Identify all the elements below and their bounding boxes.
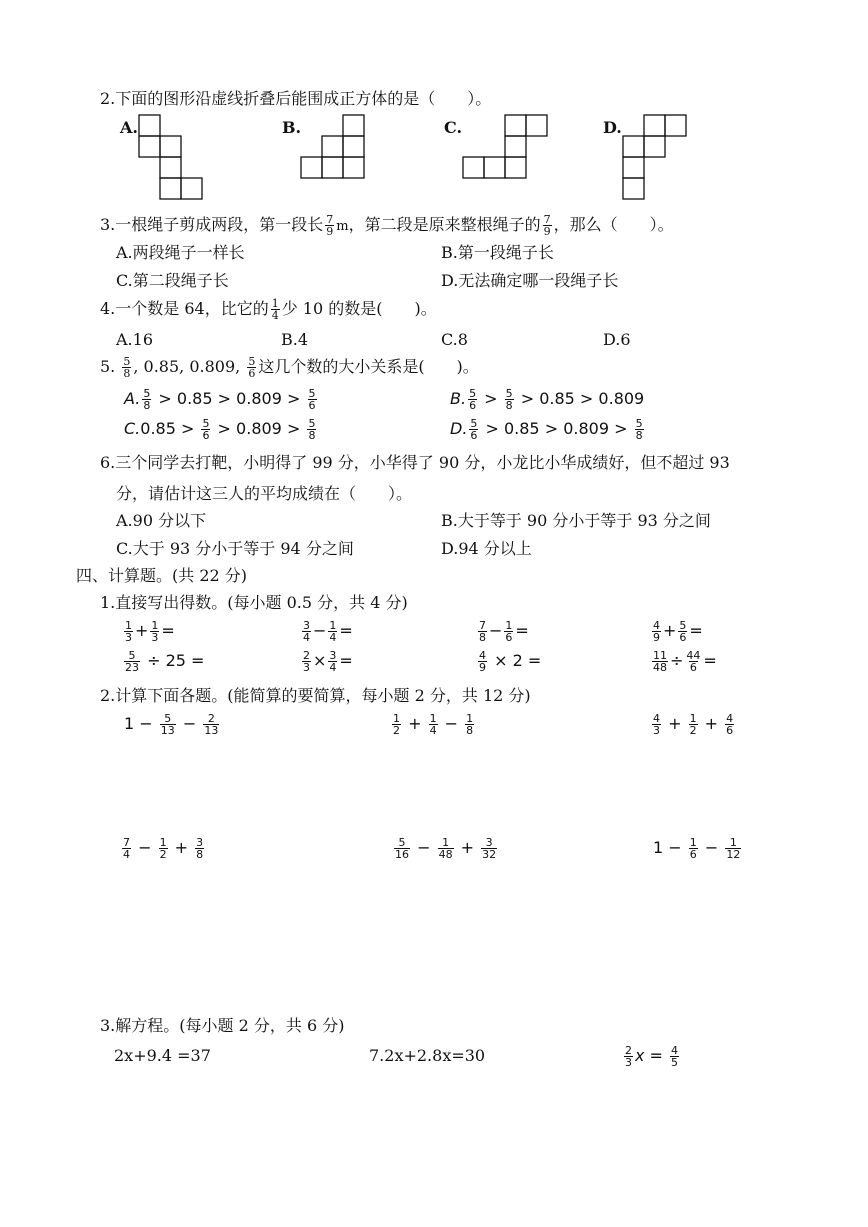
oral-item[interactable]: $\frac{2}{3}$ × $\frac{3}{4}$ =	[303, 649, 353, 674]
q6-option-b[interactable]: B.大于等于 90 分小于等于 93 分之间	[441, 511, 711, 530]
oral-item[interactable]: $\frac{11}{48}$ ÷ $\frac{44}{6}$ =	[653, 649, 717, 674]
part3-title: 3.解方程。(每小题 2 分，共 6 分)	[100, 1016, 345, 1035]
part2-title: 2.计算下面各题。(能简算的要简算，每小题 2 分，共 12 分)	[100, 686, 531, 705]
q4-option-d[interactable]: D.6	[603, 330, 631, 349]
q3-option-a[interactable]: A.两段绳子一样长	[116, 243, 245, 262]
option-a-label: A.	[120, 118, 138, 137]
fraction: $\frac{7}{9}$	[326, 213, 334, 238]
equation-1[interactable]: 2x+9.4 =37	[114, 1046, 211, 1065]
q6-option-a[interactable]: A.90 分以下	[116, 511, 207, 530]
option-c-label: C.	[444, 118, 463, 137]
fraction: $\frac{7}{9}$	[543, 213, 551, 238]
oral-item[interactable]: $\frac{5}{23}$ ÷ 25 =	[125, 649, 205, 674]
q4-option-a[interactable]: A.16	[116, 330, 153, 349]
q4-stem: 4.一个数是 64，比它的 $\frac{1}{4}$ 少 10 的数是( )。	[100, 297, 437, 322]
q6-option-c[interactable]: C.大于 93 分小于等于 94 分之间	[116, 539, 354, 558]
fraction: $\frac{5}{6}$	[248, 355, 256, 380]
calc-item[interactable]: 1 − $\frac{1}{6}$ − $\frac{1}{12}$	[653, 836, 741, 861]
equation-3[interactable]: $\frac{2}{3}$ x = $\frac{4}{5}$	[625, 1044, 679, 1069]
q5-option-d[interactable]: D. $\frac{5}{6}$ > 0.85 > 0.809 > $\frac{5}{8}$	[450, 417, 643, 442]
oral-item[interactable]: $\frac{4}{9}$ + $\frac{5}{6}$ =	[653, 619, 703, 644]
cube-net-c[interactable]	[462, 114, 552, 182]
q6-option-d[interactable]: D.94 分以上	[441, 539, 532, 558]
fraction: $\frac{1}{4}$	[271, 297, 279, 322]
calc-item[interactable]: $\frac{7}{4}$ − $\frac{1}{2}$ + $\frac{3}{8}$	[123, 836, 204, 861]
calc-item[interactable]: $\frac{5}{16}$ − $\frac{1}{48}$ + $\frac{3}{32}$	[395, 836, 497, 861]
oral-item[interactable]: $\frac{1}{3}$ + $\frac{1}{3}$ =	[125, 619, 175, 644]
fraction: $\frac{5}{8}$	[123, 355, 131, 380]
q6-line2: 分，请估计这三人的平均成绩在（ ）。	[116, 484, 413, 503]
calc-item[interactable]: $\frac{4}{3}$ + $\frac{1}{2}$ + $\frac{4}{6}$	[653, 712, 734, 737]
q5-option-a[interactable]: A. $\frac{5}{8}$ > 0.85 > 0.809 > $\frac{5}{6}$	[124, 387, 316, 412]
cube-net-a[interactable]	[138, 114, 206, 202]
cube-net-d[interactable]	[622, 114, 692, 204]
option-b-label: B.	[282, 118, 302, 137]
part1-title: 1.直接写出得数。(每小题 0.5 分，共 4 分)	[100, 593, 408, 612]
q4-option-b[interactable]: B.4	[281, 330, 309, 349]
q3-option-c[interactable]: C.第二段绳子长	[116, 271, 229, 290]
q3-option-b[interactable]: B.第一段绳子长	[441, 243, 554, 262]
option-d-label: D.	[603, 118, 622, 137]
q5-option-b[interactable]: B. $\frac{5}{6}$ > $\frac{5}{8}$ > 0.85 > 0.809	[450, 387, 645, 412]
oral-item[interactable]: $\frac{7}{8}$ − $\frac{1}{6}$ =	[479, 619, 529, 644]
q3-option-d[interactable]: D.无法确定哪一段绳子长	[441, 271, 619, 290]
calc-item[interactable]: 1 − $\frac{5}{13}$ − $\frac{2}{13}$	[124, 712, 219, 737]
q2-stem: 2.下面的图形沿虚线折叠后能围成正方体的是（ ）。	[100, 89, 492, 108]
q4-option-c[interactable]: C.8	[441, 330, 468, 349]
equation-2[interactable]: 7.2x+2.8x=30	[369, 1046, 486, 1065]
oral-item[interactable]: $\frac{3}{4}$ − $\frac{1}{4}$ =	[303, 619, 353, 644]
q6-line1: 6.三个同学去打靶，小明得了 99 分，小华得了 90 分，小龙比小华成绩好，但不超过 93	[100, 453, 730, 472]
q5-option-c[interactable]: C.0.85 > $\frac{5}{6}$ > 0.809 > $\frac{5}{8}$	[124, 417, 316, 442]
q3-stem: 3.一根绳子剪成两段，第一段长 $\frac{7}{9}$ m，第二段是原来整根绳子的 $\frac{7}{9}$ ，那么（ ）。	[100, 213, 674, 238]
section-title: 四、计算题。(共 22 分)	[76, 566, 248, 585]
calc-item[interactable]: $\frac{1}{2}$ + $\frac{1}{4}$ − $\frac{1}{8}$	[393, 712, 474, 737]
oral-item[interactable]: $\frac{4}{9}$ × 2 =	[479, 649, 542, 674]
cube-net-b[interactable]	[300, 114, 370, 182]
q5-stem: 5. $\frac{5}{8}$ , 0.85, 0.809, $\frac{5}{6}$ 这几个数的大小关系是( )。	[100, 355, 479, 380]
